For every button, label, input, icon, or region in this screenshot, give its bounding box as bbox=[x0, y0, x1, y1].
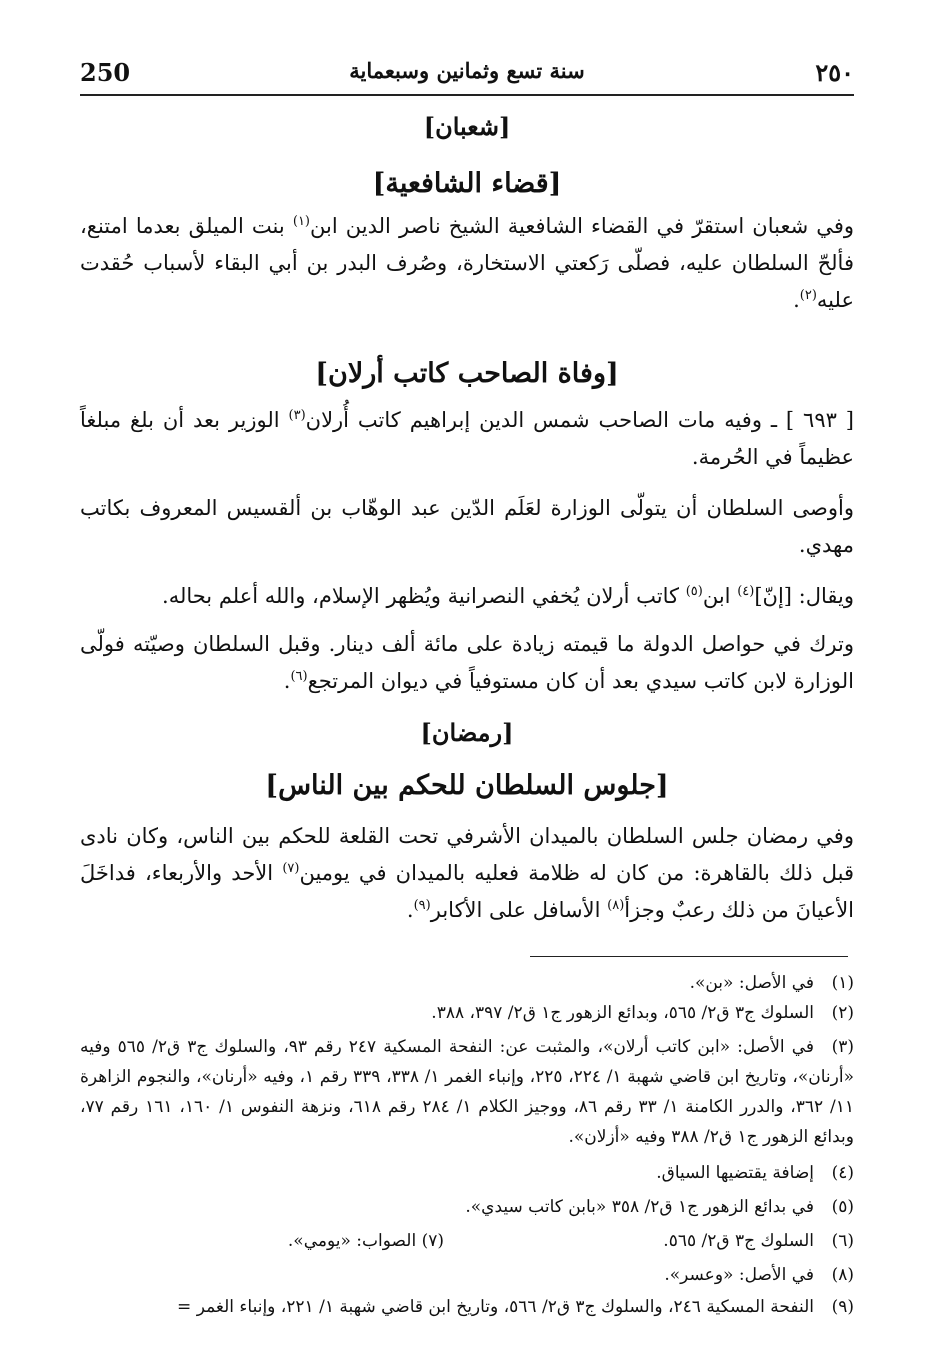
footnote-divider bbox=[530, 956, 848, 957]
footnote-ref: (٨) bbox=[607, 898, 625, 913]
footnote-ref: (١) bbox=[292, 214, 310, 229]
footnote-3: (٣)في الأصل: «ابن كاتب أرلان»، والمثبت عن: النفحة المسكية ٢٤٧ رقم ٩٣، والسلوك ج٣ ق٢/ ٥٦٥ وفيه «أرنان»، وتاريخ ابن قاضي شهبة ١/ ٢٢٤، ٢٢٥، وإنباء الغمر ١/ ٣٣٨، ٣٣٩ رقم ١، وفيه «أرنان»، والنجوم الزاهرة ١١/ ٣٦٢، والدرر الكامنة ١/ ٣٣ رقم ٨٦، ووجيز الكلام ١/ ٢٨٤ رقم ٦١٨، ونزهة النفوس ١/ ١٦٠، ١٦١ رقم ٧٧، وبدائع الزهور ج١ ق٢/ ٣٨٨ وفيه «أزلان». bbox=[80, 1037, 855, 1147]
footnote-8: (٨)في الأصل: «وعسر». bbox=[664, 1265, 854, 1285]
footnote-7: (٧) الصواب: «يومي». bbox=[287, 1231, 444, 1251]
section-heading-sultan-court: [جلوس السلطان للحكم بين الناس] bbox=[265, 770, 669, 801]
paragraph-5: وترك في حواصل الدولة ما قيمته زيادة على مائة ألف دينار. وقبل السلطان وصيّته فولّى الوزارة لابن كاتب سيدي بعد أن كان مستوفياً في ديوان المرتجع$^{(٦)}$. bbox=[80, 632, 854, 693]
month-heading-ramadan: [رمضان] bbox=[420, 718, 514, 747]
running-header bbox=[80, 56, 854, 96]
footnote-ref: (٥) bbox=[685, 584, 703, 599]
footnote-ref: (٧) bbox=[282, 861, 300, 876]
paragraph-1: وفي شعبان استقرّ في القضاء الشافعية الشيخ ناصر الدين ابن$^{(١)}$ بنت الميلق بعدما امتنع، فألحّ السلطان عليه، فصلّى رَكعتي الاستخارة، وصُرف البدر بن أبي البقاء لأسباب حُقدت عليه$^{(٢)}$. bbox=[80, 214, 854, 312]
page-number-latin: 250 bbox=[80, 58, 131, 87]
footnote-5: (٥)في بدائع الزهور ج١ ق٢/ ٣٥٨ «بابن كاتب سيدي». bbox=[465, 1197, 854, 1217]
section-heading-shafii-judgeship: [قضاء الشافعية] bbox=[372, 168, 562, 199]
section-heading-death-of-sahib: [وفاة الصاحب كاتب أرلان] bbox=[315, 358, 619, 389]
footnote-6: (٦)السلوك ج٣ ق٢/ ٥٦٥. bbox=[663, 1231, 854, 1251]
footnote-ref: (٦) bbox=[290, 669, 308, 684]
paragraph-6: وفي رمضان جلس السلطان بالميدان الأشرفي تحت القلعة للحكم بين الناس، وكان نادى قبل ذلك بالقاهرة: من كان له ظلامة فعليه بالميدان في يومين$^{(٧)}$ الأحد والأربعاء، فداخَلَ الأعيانَ من ذلك رعبٌ وجزأ$^{(٨)}$ الأسافل على الأكابر$^{(٩)}$. bbox=[80, 824, 854, 922]
running-title: سنة تسع وثمانين وسبعماية bbox=[349, 58, 585, 83]
page-number-arabic: ٢٥٠ bbox=[815, 58, 854, 87]
footnote-ref: (٩) bbox=[413, 898, 431, 913]
paragraph-3: وأوصى السلطان أن يتولّى الوزارة لعَلَم الدّين عبد الوهّاب بن ألقسيس المعروف بكاتب مهدي. bbox=[80, 496, 854, 557]
footnote-1: (١)في الأصل: «بن». bbox=[689, 973, 854, 993]
footnote-ref: (٤) bbox=[737, 584, 755, 599]
footnote-ref: (٢) bbox=[799, 288, 817, 303]
footnote-4: (٤)إضافة يقتضيها السياق. bbox=[656, 1163, 854, 1183]
paragraph-4: ويقال: [إنّ]$^{(٤)}$ ابن$^{(٥)}$ كاتب أرلان يُخفي النصرانية ويُظهر الإسلام، والله أعلم بحاله. bbox=[162, 584, 854, 608]
footnote-9: (٩)النفحة المسكية ٢٤٦، والسلوك ج٣ ق٢/ ٥٦٦، وتاريخ ابن قاضي شهبة ١/ ٢٢١، وإنباء الغمر = bbox=[177, 1297, 854, 1317]
paragraph-2: [ ٦٩٣ ] ـ وفيه مات الصاحب شمس الدين إبراهيم كاتب أُرلان$^{(٣)}$ الوزير بعد أن بلغ مبلغاً عظيماً في الحُرمة. bbox=[80, 408, 854, 469]
footnote-ref: (٣) bbox=[288, 408, 306, 423]
footnote-2: (٢)السلوك ج٣ ق٢/ ٥٦٥، وبدائع الزهور ج١ ق٢/ ٣٩٧، ٣٨٨. bbox=[431, 1003, 854, 1023]
month-heading-shaban: [شعبان] bbox=[423, 112, 511, 141]
